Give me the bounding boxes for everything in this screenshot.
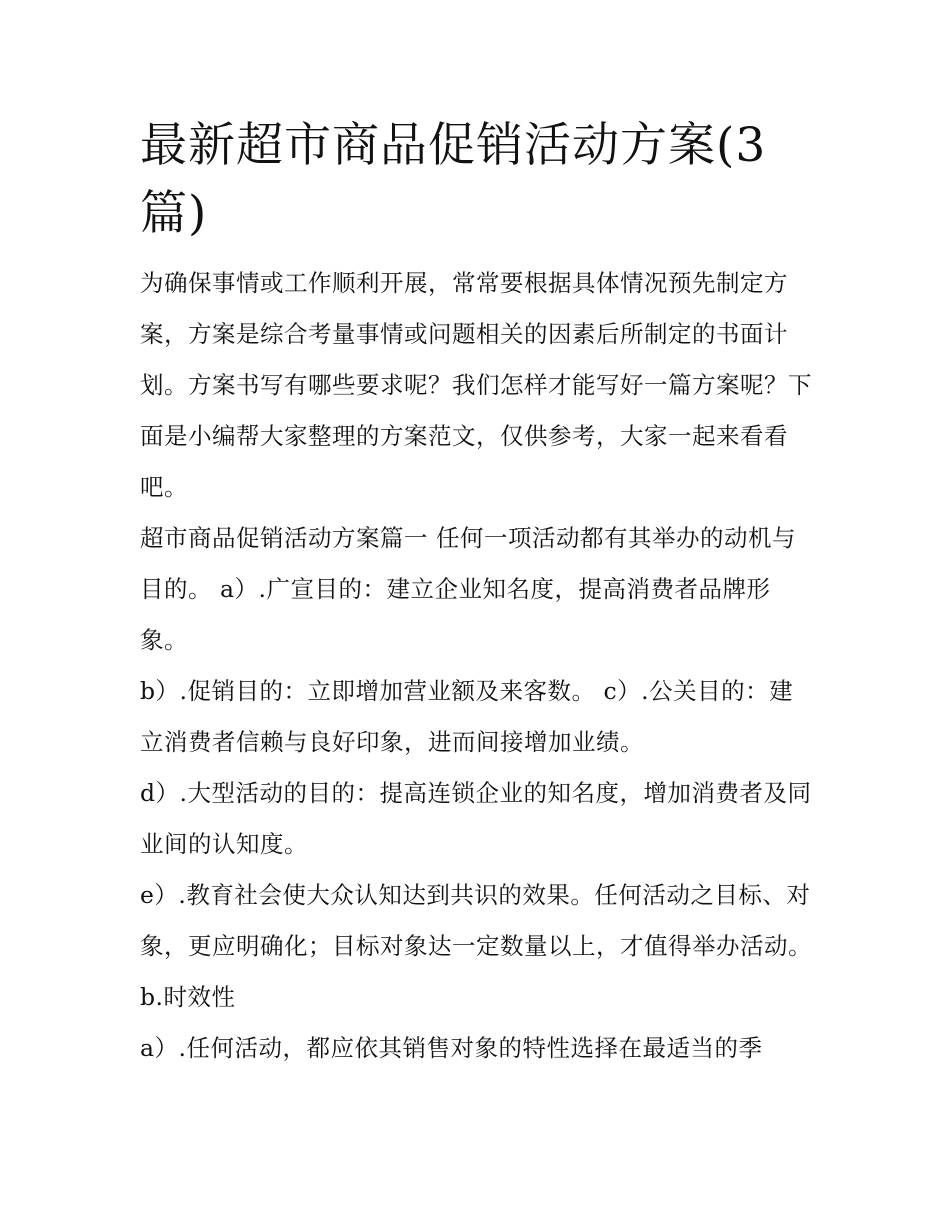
paragraph-timing: a）.任何活动，都应依其销售对象的特性选择在最适当的季 bbox=[140, 1034, 763, 1062]
paragraph-purpose: 超市商品促销活动方案篇一 任何一项活动都有其举办的动机与目的。 a）.广宣目的：建立企业知名度，提高消费者品牌形象。 bbox=[140, 524, 796, 654]
document-title: 最新超市商品促销活动方案(3篇) bbox=[140, 118, 767, 241]
paragraph-education: e）.教育社会使大众认知达到共识的效果。任何活动之目标、对象，更应明确化；目标对象达一定数量以上，才值得举办活动。 b.时效性 bbox=[140, 881, 812, 1011]
paragraph-promotion: b）.促销目的：立即增加营业额及来客数。 c）.公关目的：建立消费者信赖与良好印象，进而间接增加业绩。 bbox=[140, 677, 794, 756]
document-page bbox=[140, 112, 815, 1074]
paragraph-intro: 为确保事情或工作顺利开展，常常要根据具体情况预先制定方案，方案是综合考量事情或问题相关的因素后所制定的书面计划。方案书写有哪些要求呢？我们怎样才能写好一篇方案呢？下面是小编帮大家整理的方案范文，仅供参考，大家一起来看看吧。 bbox=[140, 269, 812, 501]
paragraph-major-event: d）.大型活动的目的：提高连锁企业的知名度，增加消费者及同业间的认知度。 bbox=[140, 779, 812, 858]
